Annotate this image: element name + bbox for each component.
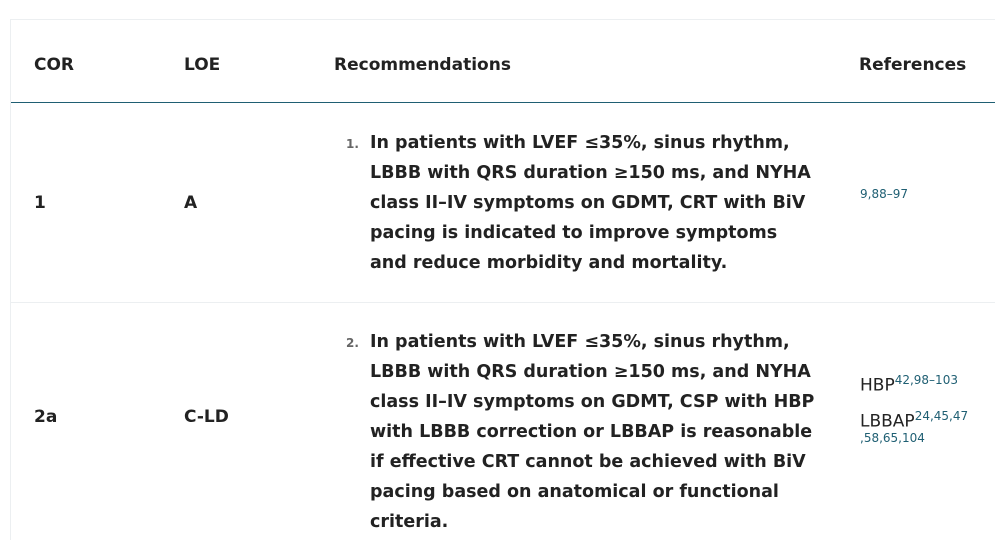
recommendation-number: 2. <box>346 336 359 350</box>
reference-hbp <box>860 365 995 401</box>
reference-link[interactable]: 24,45,47 <box>914 408 969 423</box>
table-header-row <box>11 20 995 103</box>
col-header-cor: COR <box>34 55 75 75</box>
table-row <box>11 103 995 303</box>
recommendations-table <box>10 19 995 540</box>
recommendation-body: In patients with LVEF ≤35%, sinus rhythm, LBBB with QRS duration ≥150 ms, and NYHA class II–IV symptoms on GDMT, CSP with HBP with LBBB correction or LBBAP is reasonable if effective CRT cannot be achieved with BiV pacing based on anatomical or functional criteria. <box>370 332 815 532</box>
recommendation-body: In patients with LVEF ≤35%, sinus rhythm, LBBB with QRS duration ≥150 ms, and NYHA class II–IV symptoms on GDMT, CRT with BiV pacing is indicated to improve symptoms and reduce morbidity and mortality. <box>370 133 811 273</box>
reference-link[interactable]: ,58,65,104 <box>860 431 925 446</box>
references-cell <box>860 365 995 445</box>
cor-value: 2a <box>34 407 58 427</box>
col-header-recommendations: Recommendations <box>334 55 511 75</box>
recommendation-text <box>346 327 816 537</box>
reference-link[interactable]: 42,98–103 <box>894 373 958 387</box>
recommendation-text <box>346 128 816 278</box>
col-header-references: References <box>859 55 967 75</box>
cor-value: 1 <box>34 193 46 213</box>
reference-link[interactable]: 9,88–97 <box>860 187 908 201</box>
loe-value: A <box>184 193 198 213</box>
references-cell <box>860 183 995 203</box>
reference-label-lbbap: LBBAP <box>860 411 915 432</box>
col-header-loe: LOE <box>184 55 221 75</box>
table-row <box>11 303 995 543</box>
recommendation-number: 1. <box>346 137 359 151</box>
loe-value: C-LD <box>184 407 229 427</box>
reference-label-hbp: HBP <box>860 375 895 396</box>
